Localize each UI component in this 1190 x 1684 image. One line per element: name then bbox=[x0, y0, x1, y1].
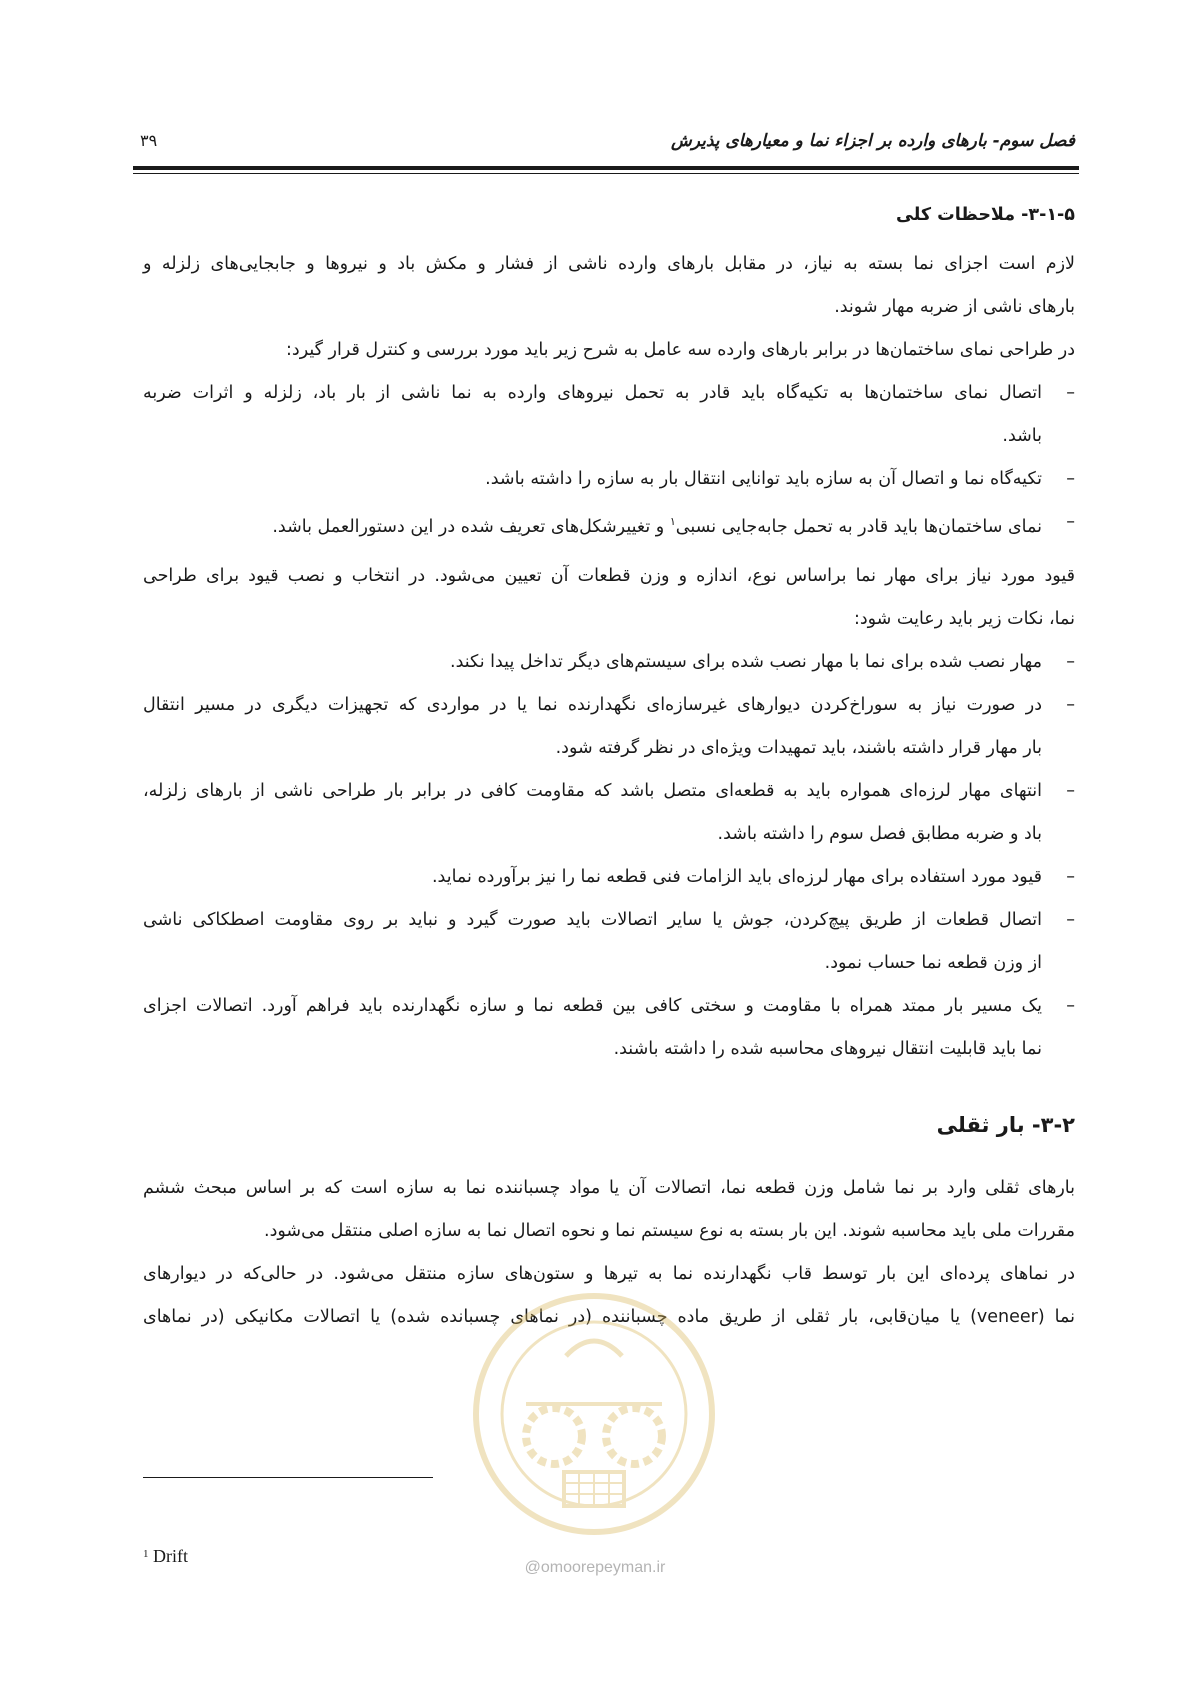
paragraph-line: لازم است اجزای نما بسته به نیاز، در مقابل بارهای وارده ناشی از فشار و مکش باد و نیروها و جابجایی‌های زلزله و bbox=[143, 254, 1075, 274]
paragraph-line: در نماهای پرده‌ای این بار توسط قاب نگهدارنده نما به تیرها و ستون‌های سازه منتقل می‌شود. در حالی‌که در دیوارهای bbox=[143, 1264, 1075, 1284]
bullet-line: در صورت نیاز به سوراخ‌کردن دیوارهای غیرسازه‌ای نگهدارنده نما یا در مواردی که تجهیزات دیگری در مسیر انتقال bbox=[143, 695, 1042, 715]
bullet-dash: – bbox=[1066, 652, 1075, 672]
bullet-text: و تغییرشکل‌های تعریف شده در این دستورالعمل باشد. bbox=[272, 516, 665, 537]
paragraph-line: بارهای ناشی از ضربه مهار شوند. bbox=[834, 297, 1075, 317]
paragraph-line: نما، نکات زیر باید رعایت شود: bbox=[853, 609, 1075, 629]
bullet-dash: – bbox=[1066, 781, 1075, 801]
watermark-seal-icon bbox=[466, 1286, 722, 1542]
bullet-line: تکیه‌گاه نما و اتصال آن به سازه باید توانایی انتقال بار به سازه را داشته باشد. bbox=[485, 469, 1042, 489]
bullet-dash: – bbox=[1066, 469, 1075, 489]
bullet-line: قیود مورد استفاده برای مهار لرزه‌ای باید الزامات فنی قطعه نما را نیز برآورده نماید. bbox=[431, 867, 1042, 887]
footnote-number: 1 bbox=[143, 1548, 149, 1560]
bullet-dash: – bbox=[1066, 910, 1075, 930]
paragraph-line: نما (veneer) یا میان‌قابی، بار ثقلی از طریق ماده چسباننده (در نماهای چسبانده شده) یا اتصالات مکانیکی (در نماهای bbox=[143, 1307, 1075, 1327]
chapter-title: فصل سوم- بارهای وارده بر اجزاء نما و معیارهای پذیرش bbox=[671, 131, 1075, 151]
bullet-dash: – bbox=[1066, 512, 1075, 532]
bullet-dash: – bbox=[1066, 383, 1075, 403]
footnote bbox=[143, 1545, 188, 1567]
bullet-line: نما باید قابلیت انتقال نیروهای محاسبه شده را داشته باشند. bbox=[613, 1039, 1042, 1059]
bullet-line: اتصال قطعات از طریق پیچ‌کردن، جوش یا سایر اتصالات باید صورت گیرد و نباید بر روی مقاومت اصطکاکی ناشی bbox=[143, 910, 1042, 930]
bullet-dash: – bbox=[1066, 695, 1075, 715]
paragraph-line: مقررات ملی باید محاسبه شوند. این بار بسته به نوع سیستم نما و نحوه اتصال نما به سازه اصلی منتقل می‌شود. bbox=[264, 1221, 1075, 1241]
bullet-dash: – bbox=[1066, 867, 1075, 887]
header-rule-thin bbox=[133, 173, 1079, 174]
bullet-line: مهار نصب شده برای نما با مهار نصب شده برای سیستم‌های دیگر تداخل پیدا نکند. bbox=[450, 652, 1042, 672]
bullet-line: بار مهار قرار داشته باشند، باید تمهیدات ویژه‌ای در نظر گرفته شود. bbox=[555, 738, 1042, 758]
footnote-rule bbox=[143, 1477, 433, 1478]
bullet-line: از وزن قطعه نما حساب نمود. bbox=[824, 953, 1042, 973]
page-number: ۳۹ bbox=[140, 131, 158, 150]
bullet-text: نمای ساختمان‌ها باید قادر به تحمل جابه‌جایی نسبی bbox=[675, 516, 1042, 537]
footnote-text: Drift bbox=[153, 1546, 188, 1566]
paragraph-line: بارهای ثقلی وارد بر نما شامل وزن قطعه نما، اتصالات آن یا مواد چسباننده نما به سازه است که بر اساس مبحث ششم bbox=[143, 1178, 1075, 1198]
paragraph-line: در طراحی نمای ساختمان‌ها در برابر بارهای وارده سه عامل به شرح زیر باید مورد بررسی و کنترل قرار گیرد: bbox=[286, 340, 1075, 360]
bullet-line: انتهای مهار لرزه‌ای همواره باید به قطعه‌ای متصل باشد که مقاومت کافی در برابر بار طراحی ناشی از بارهای زلزله، bbox=[143, 781, 1042, 801]
bullet-line: اتصال نمای ساختمان‌ها به تکیه‌گاه باید قادر به تحمل نیروهای وارده به نما ناشی از بار باد، زلزله و اثرات ضربه bbox=[143, 383, 1042, 403]
bullet-line-with-footnote bbox=[272, 509, 1042, 540]
paragraph-line: قیود مورد نیاز برای مهار نما براساس نوع، اندازه و وزن قطعات آن تعیین می‌شود. در انتخاب و نصب قیود برای طراحی bbox=[143, 566, 1075, 586]
watermark-text: @omoorepeyman.ir bbox=[524, 1559, 666, 1576]
section-heading-general: ۳-۱-۵- ملاحظات کلی bbox=[896, 205, 1075, 225]
bullet-line: یک مسیر بار ممتد همراه با مقاومت و سختی کافی بین قطعه نما و سازه نگهدارنده باید فراهم آورد. اتصالات اجزای bbox=[143, 996, 1042, 1016]
section-heading-gravity-load: ۳-۲- بار ثقلی bbox=[936, 1113, 1075, 1137]
header-rule-thick bbox=[133, 166, 1079, 170]
bullet-line: باد و ضربه مطابق فصل سوم را داشته باشد. bbox=[717, 824, 1042, 844]
bullet-line: باشد. bbox=[1002, 426, 1042, 446]
bullet-dash: – bbox=[1066, 996, 1075, 1016]
footnote-reference: ۱ bbox=[669, 515, 676, 528]
